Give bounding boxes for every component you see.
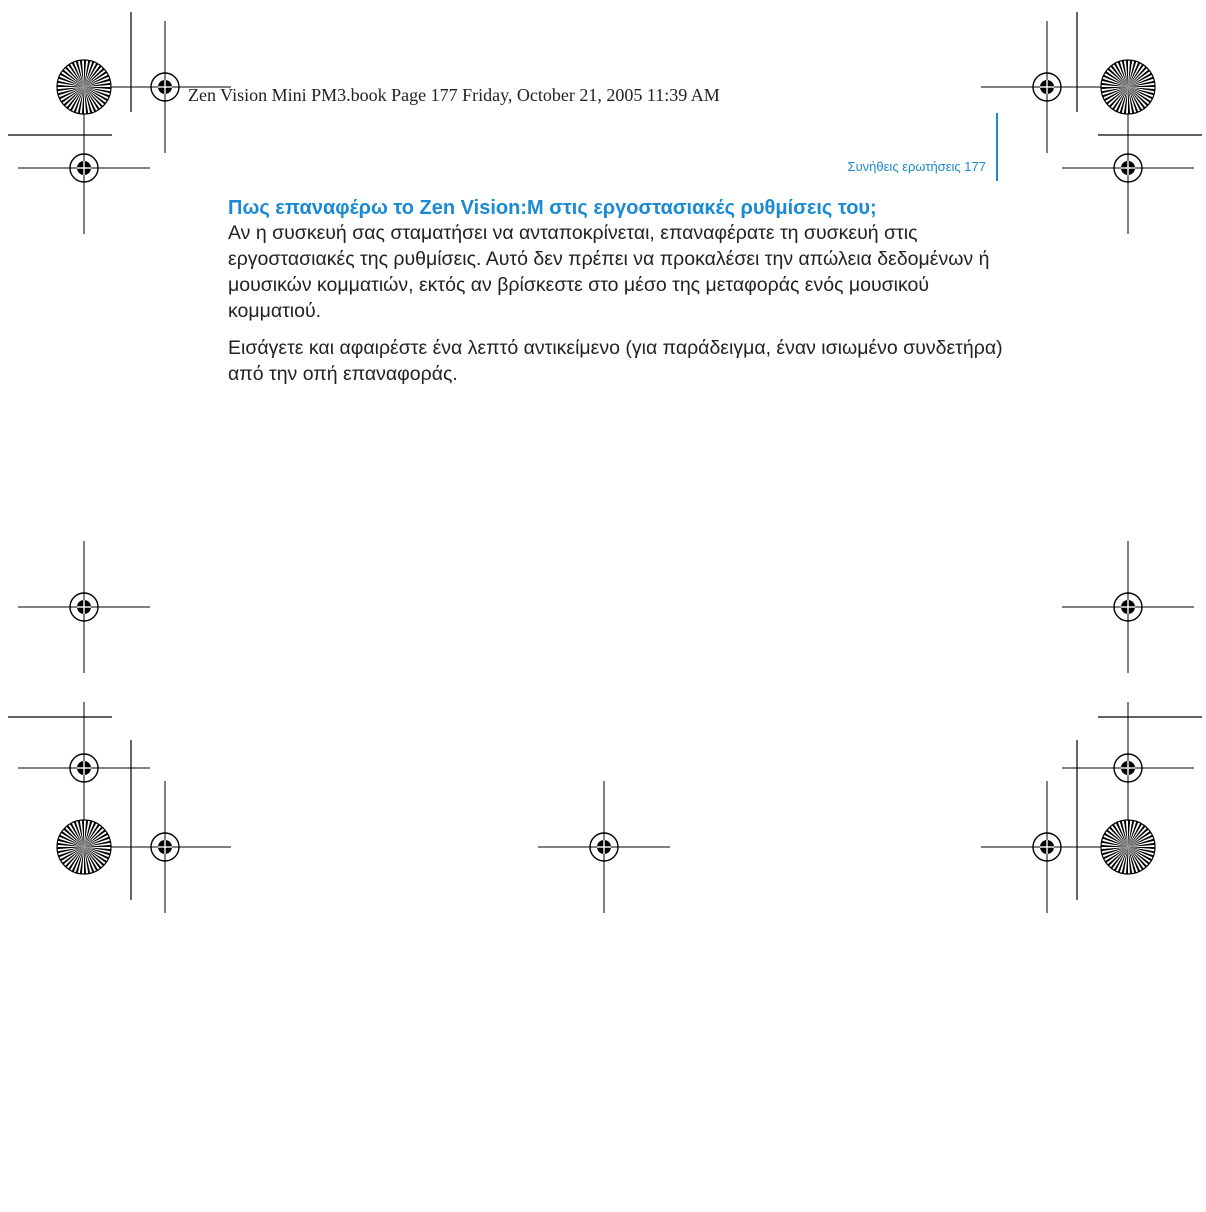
paragraph-2: Εισάγετε και αφαιρέστε ένα λεπτό αντικείμενο (για παράδειγμα, έναν ισιωμένο συνδετήρα) από την οπή επαναφοράς. — [228, 337, 1003, 385]
running-head: Συνήθεις ερωτήσεις 177 — [847, 159, 986, 174]
registration-mark — [99, 781, 231, 913]
starburst-target — [57, 820, 111, 874]
registration-mark — [1062, 541, 1194, 673]
crop-lines — [8, 12, 1202, 900]
registration-mark — [981, 21, 1113, 153]
registration-mark — [1062, 102, 1194, 234]
page-content — [228, 196, 1008, 398]
registration-marks — [18, 21, 1194, 913]
registration-mark — [538, 781, 670, 913]
starburst-target — [1101, 60, 1155, 114]
section-heading: Πως επαναφέρω το Zen Vision:M στις εργοστασιακές ρυθμίσεις του; — [228, 197, 877, 219]
registration-mark — [1062, 702, 1194, 834]
registration-mark — [18, 541, 150, 673]
starburst-target — [1101, 820, 1155, 874]
starburst-target — [57, 60, 111, 114]
registration-mark — [18, 702, 150, 834]
page-rule — [996, 113, 998, 181]
registration-mark — [981, 781, 1113, 913]
starburst-targets — [57, 60, 1155, 874]
print-slug: Zen Vision Mini PM3.book Page 177 Friday, October 21, 2005 11:39 AM — [188, 85, 720, 105]
paragraph-1: Αν η συσκευή σας σταματήσει να ανταποκρίνεται, επαναφέρατε τη συσκευή στις εργοστασιακές της ρυθμίσεις. Αυτό δεν πρέπει να προκαλέσει την απώλεια δεδομένων ή μουσικών κομματιών, εκτός αν βρίσκεστε στο μέσο της μεταφοράς ενός μουσικού κομματιού. — [228, 222, 990, 322]
registration-mark — [18, 102, 150, 234]
